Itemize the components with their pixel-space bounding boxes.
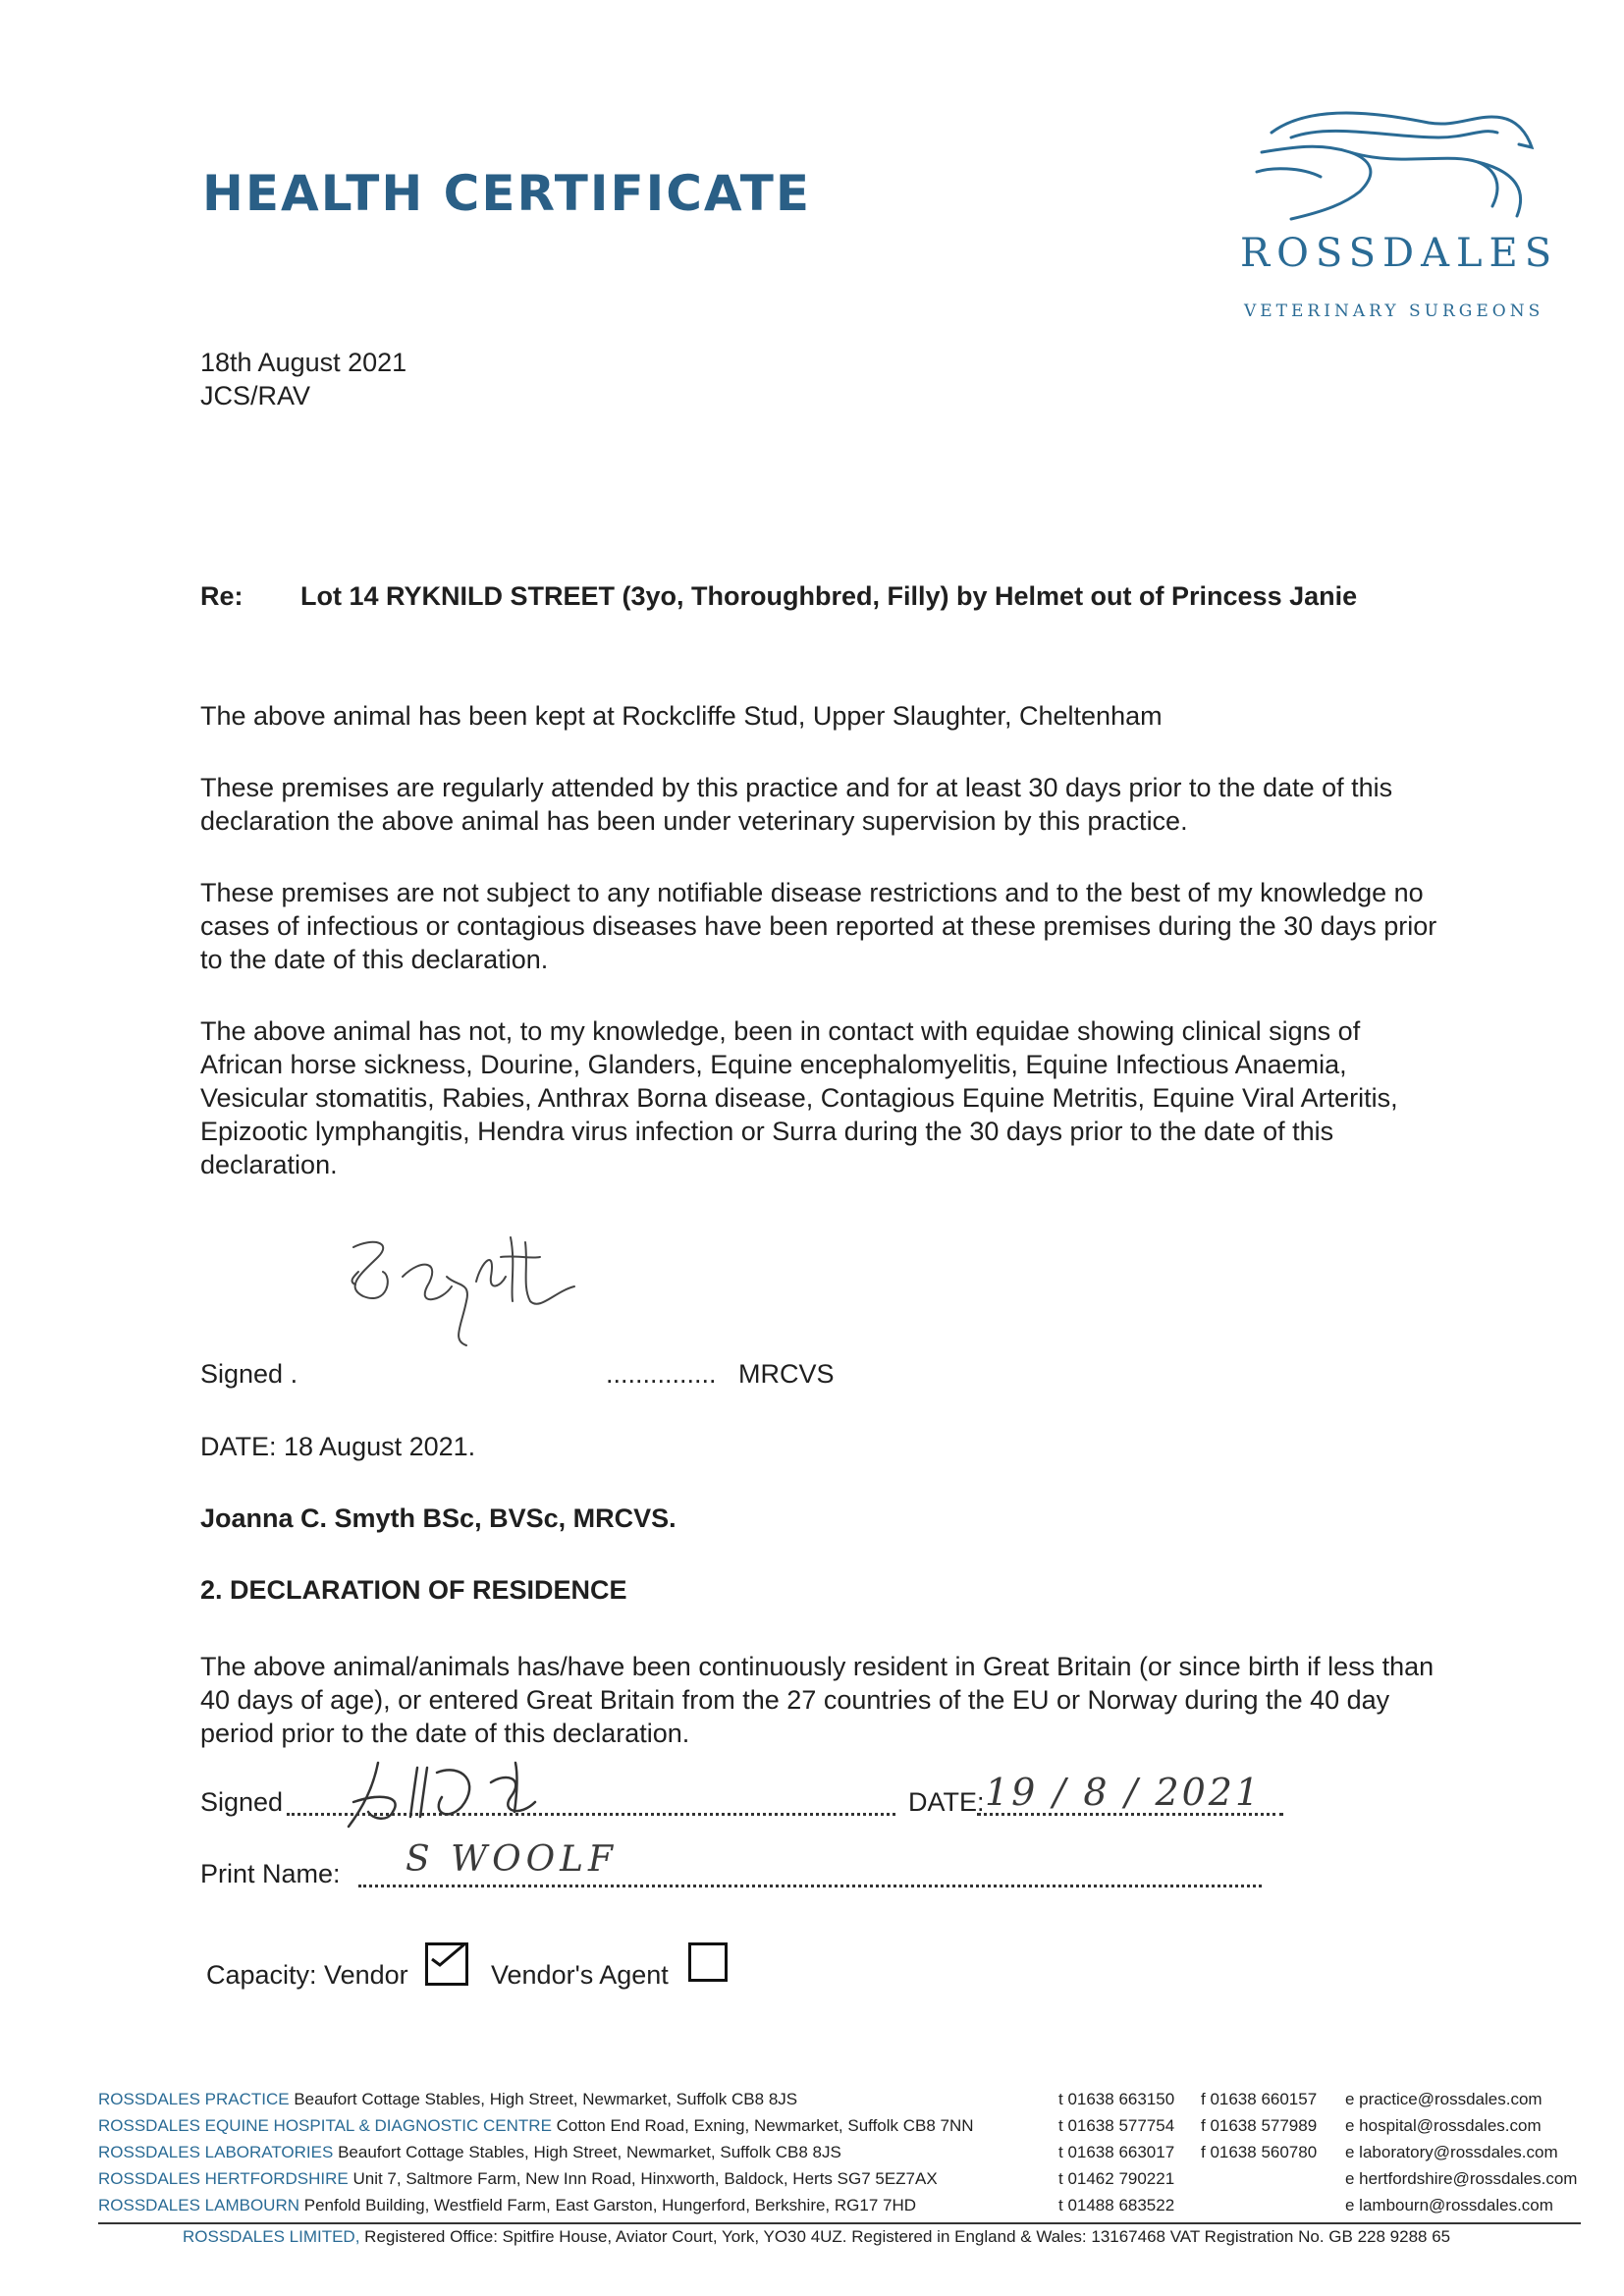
letter-date: 18th August 2021 — [200, 348, 407, 377]
footer-practice-list — [98, 2086, 1581, 2218]
footer-row-fax: f 01638 660157 — [1201, 2090, 1318, 2108]
footer-row-fax: f 01638 577989 — [1201, 2116, 1318, 2135]
print-name-line — [358, 1885, 1262, 1887]
footer-registration — [183, 2227, 1450, 2247]
footer-registered-office: Registered Office: Spitfire House, Aviator Court, York, YO30 4UZ. Registered in England & Wales: 13167468 VAT Registration No. GB 228 9288 65 — [364, 2227, 1451, 2246]
document-title: HEALTH CERTIFICATE — [202, 165, 811, 222]
vet-signed-dots: ............... — [606, 1359, 717, 1389]
footer-row-name: ROSSDALES PRACTICE — [98, 2090, 290, 2108]
footer-row — [98, 2086, 797, 2112]
vendor-signed-label: Signed — [200, 1787, 284, 1817]
footer-row-tel: t 01638 577754 — [1058, 2116, 1175, 2135]
horse-logo-icon — [1232, 93, 1556, 231]
footer-row-tel: t 01638 663150 — [1058, 2090, 1175, 2108]
footer-row — [98, 2112, 974, 2139]
re-label: Re: — [200, 581, 244, 611]
footer-divider — [98, 2222, 1581, 2224]
capacity-agent-label: Vendor's Agent — [491, 1960, 669, 1990]
paragraph-diseases-line-3: Vesicular stomatitis, Rabies, Anthrax Borna disease, Contagious Equine Metritis, Equine Viral Arteritis, — [200, 1083, 1398, 1113]
checkmark-icon — [428, 1940, 467, 1979]
paragraph-restrictions-line-2: cases of infectious or contagious diseases have been reported at these premises during the 30 days prior — [200, 911, 1437, 941]
footer-row-name: ROSSDALES HERTFORDSHIRE — [98, 2169, 349, 2188]
vendor-date-label: DATE: — [908, 1787, 985, 1817]
logo-subtitle: VETERINARY SURGEONS — [1244, 301, 1544, 321]
footer-row-email: e practice@rossdales.com — [1345, 2090, 1543, 2108]
residence-line-2: 40 days of age), or entered Great Britain from the 27 countries of the EU or Norway during the 40 day — [200, 1685, 1390, 1715]
footer-row-tel: t 01638 663017 — [1058, 2143, 1175, 2161]
logo-wordmark: ROSSDALES — [1240, 231, 1559, 276]
capacity-vendor-label: Capacity: Vendor — [206, 1960, 408, 1990]
footer-row-tel: t 01488 683522 — [1058, 2196, 1175, 2214]
agent-checkbox[interactable] — [688, 1942, 728, 1982]
rossdales-logo — [1232, 93, 1559, 329]
footer-row-fax: f 01638 560780 — [1201, 2143, 1318, 2161]
paragraph-diseases-line-4: Epizootic lymphangitis, Hendra virus infection or Surra during the 30 days prior to the date of this — [200, 1117, 1334, 1146]
residence-line-3: period prior to the date of this declaration. — [200, 1719, 690, 1748]
footer-row — [98, 2139, 841, 2165]
letter-reference: JCS/RAV — [200, 381, 311, 410]
vet-signature-image — [334, 1218, 599, 1375]
print-name-label: Print Name: — [200, 1859, 341, 1888]
paragraph-diseases-line-5: declaration. — [200, 1150, 338, 1179]
footer-row-email: e hospital@rossdales.com — [1345, 2116, 1542, 2135]
paragraph-restrictions-line-3: to the date of this declaration. — [200, 945, 549, 974]
footer-row-address: Beaufort Cottage Stables, High Street, Newmarket, Suffolk CB8 8JS — [294, 2090, 798, 2108]
footer-row-name: ROSSDALES EQUINE HOSPITAL & DIAGNOSTIC CENTRE — [98, 2116, 552, 2135]
paragraph-diseases-line-1: The above animal has not, to my knowledge, been in contact with equidae showing clinical signs of — [200, 1016, 1361, 1046]
paragraph-diseases-line-2: African horse sickness, Dourine, Glanders, Equine encephalomyelitis, Equine Infectious Anaemia, — [200, 1050, 1347, 1079]
footer-row-email: e hertfordshire@rossdales.com — [1345, 2169, 1578, 2188]
section2-heading: 2. DECLARATION OF RESIDENCE — [200, 1575, 627, 1605]
footer-row-address: Unit 7, Saltmore Farm, New Inn Road, Hinxworth, Baldock, Herts SG7 5EZ7AX — [352, 2169, 938, 2188]
vet-signed-suffix: MRCVS — [738, 1359, 835, 1389]
residence-line-1: The above animal/animals has/have been continuously resident in Great Britain (or since birth if less than — [200, 1652, 1435, 1681]
vet-date-line: DATE: 18 August 2021. — [200, 1432, 476, 1461]
vendor-signature-image — [334, 1743, 589, 1841]
paragraph-supervision-line-2: declaration the above animal has been under veterinary supervision by this practice. — [200, 806, 1188, 836]
footer-row — [98, 2192, 916, 2218]
vendor-checkbox[interactable] — [425, 1942, 468, 1986]
footer-row-name: ROSSDALES LABORATORIES — [98, 2143, 334, 2161]
footer-row-address: Penfold Building, Westfield Farm, East Garston, Hungerford, Berkshire, RG17 7HD — [303, 2196, 917, 2214]
vet-signed-label: Signed . — [200, 1359, 298, 1389]
footer-row — [98, 2165, 938, 2192]
footer-row-tel: t 01462 790221 — [1058, 2169, 1175, 2188]
footer-row-address: Cotton End Road, Exning, Newmarket, Suffolk CB8 7NN — [556, 2116, 974, 2135]
re-subject: Lot 14 RYKNILD STREET (3yo, Thoroughbred, Filly) by Helmet out of Princess Janie — [300, 581, 1358, 611]
footer-row-email: e laboratory@rossdales.com — [1345, 2143, 1558, 2161]
paragraph-restrictions-line-1: These premises are not subject to any notifiable disease restrictions and to the best of my knowledge no — [200, 878, 1424, 907]
footer-row-email: e lambourn@rossdales.com — [1345, 2196, 1553, 2214]
paragraph-premises: The above animal has been kept at Rockcliffe Stud, Upper Slaughter, Cheltenham — [200, 701, 1163, 731]
vet-name: Joanna C. Smyth BSc, BVSc, MRCVS. — [200, 1503, 677, 1533]
handwritten-date: 19 / 8 / 2021 — [985, 1771, 1263, 1814]
footer-company-name: ROSSDALES LIMITED, — [183, 2227, 360, 2246]
footer-row-address: Beaufort Cottage Stables, High Street, Newmarket, Suffolk CB8 8JS — [338, 2143, 841, 2161]
handwritten-name: S WOOLF — [406, 1839, 619, 1880]
footer-row-name: ROSSDALES LAMBOURN — [98, 2196, 299, 2214]
paragraph-supervision-line-1: These premises are regularly attended by this practice and for at least 30 days prior to the date of this — [200, 773, 1393, 802]
